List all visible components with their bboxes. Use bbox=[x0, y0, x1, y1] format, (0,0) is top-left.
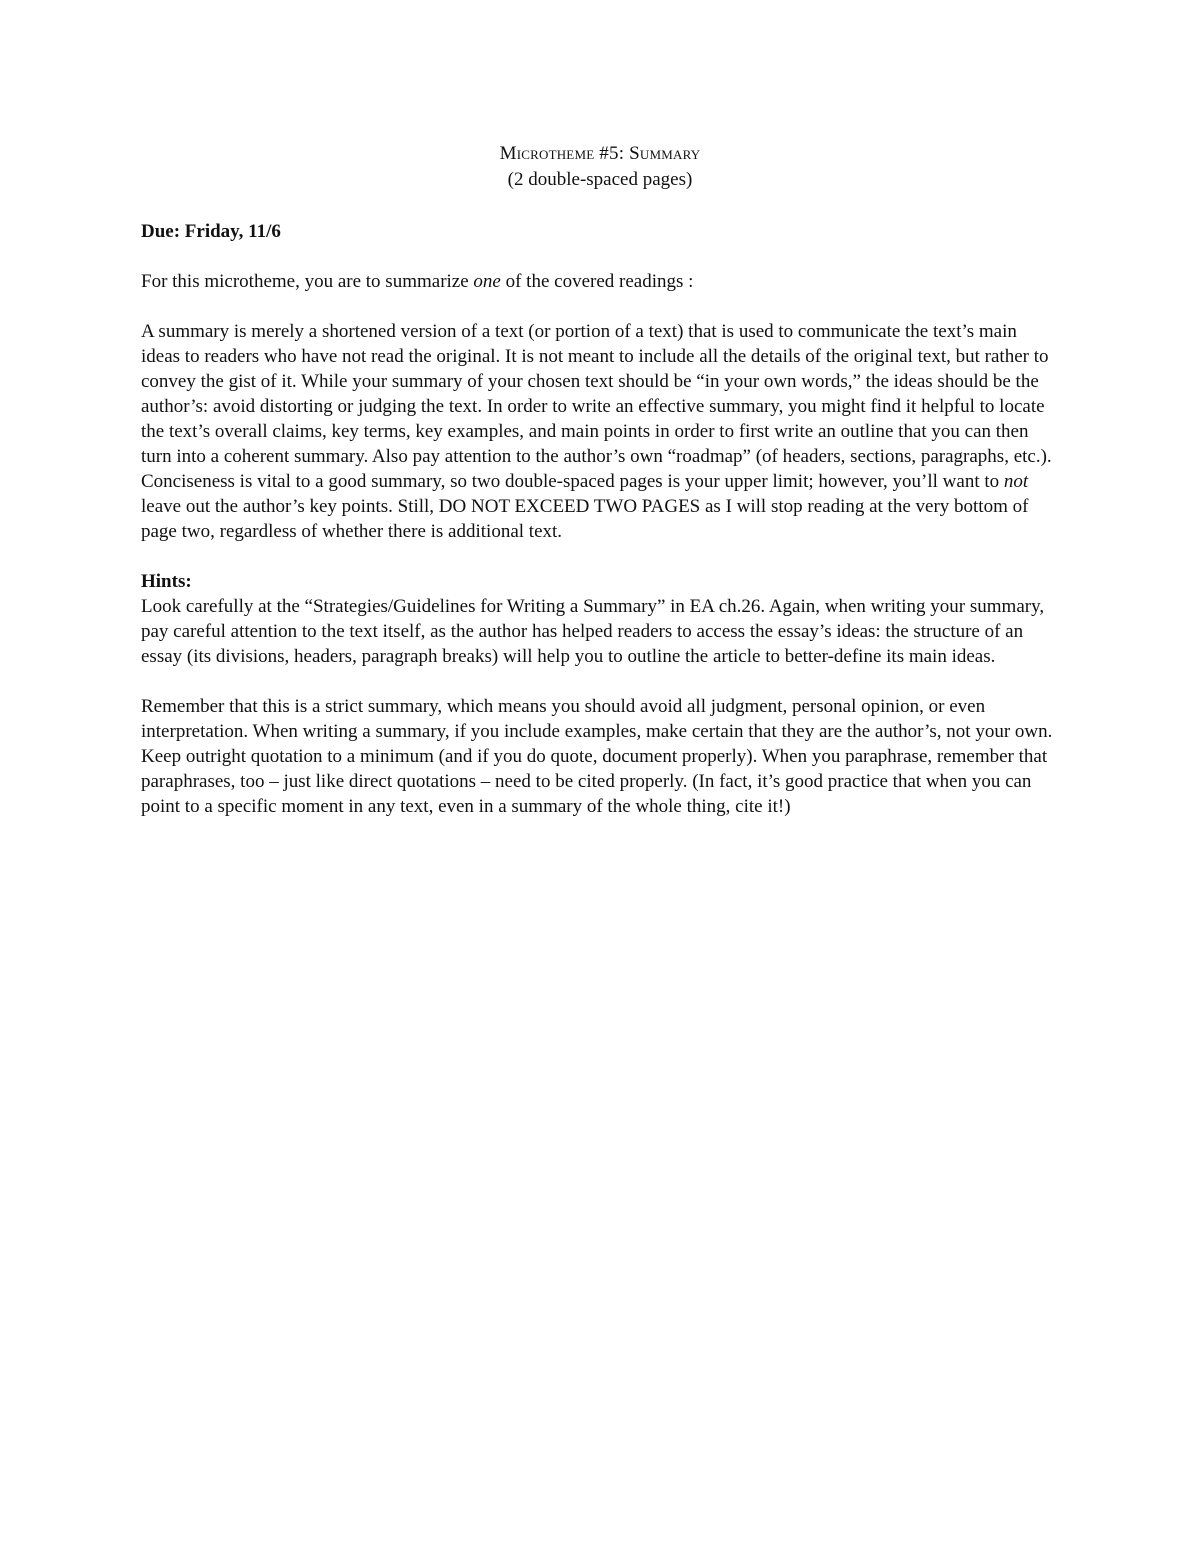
summary-text-before: A summary is merely a shortened version of a text (or portion of a text) that is used to communicate the text’s main ideas to readers who have not read the original. It is not meant to include all the details of the original text, but rather to convey the gist of it. While your summary of your chosen text should be “in your own words,” the ideas should be the author’s: avoid distorting or judging the text. In order to write an effective summary, you might find it helpful to locate the text’s overall claims, key terms, key examples, and main points in order to first write an outline that you can then turn into a coherent summary. Also pay attention to the author’s own “roadmap” (of headers, sections, paragraphs, etc.). Conciseness is vital to a good summary, so two double-spaced pages is your upper limit; however, you’ll want to bbox=[141, 321, 1052, 492]
due-date: Due: Friday, 11/6 bbox=[141, 221, 281, 242]
document-body bbox=[141, 141, 1059, 819]
title-block bbox=[141, 141, 1059, 193]
summary-paragraph bbox=[141, 319, 1059, 544]
summary-text-after: leave out the author’s key points. Still, DO NOT EXCEED TWO PAGES as I will stop reading at the very bottom of page two, regardless of whether there is additional text. bbox=[141, 496, 1029, 542]
title-part-2: Summary bbox=[629, 143, 701, 164]
document-title bbox=[141, 141, 1059, 167]
intro-emphasis: one bbox=[473, 271, 501, 292]
intro-text-after: of the covered readings : bbox=[500, 271, 694, 292]
remember-paragraph: Remember that this is a strict summary, which means you should avoid all judgment, personal opinion, or even interpretation. When writing a summary, if you include examples, make certain that they are the author’s, not your own. Keep outright quotation to a minimum (and if you do quote, document properly). When you paraphrase, remember that paraphrases, too – just like direct quotations – need to be cited properly. (In fact, it’s good practice that when you can point to a specific moment in any text, even in a summary of the whole thing, cite it!) bbox=[141, 696, 1053, 817]
intro-paragraph bbox=[141, 269, 1059, 294]
hints-heading: Hints: bbox=[141, 571, 192, 592]
document-subtitle: (2 double-spaced pages) bbox=[507, 169, 693, 190]
hints-paragraph: Look carefully at the “Strategies/Guidelines for Writing a Summary” in EA ch.26. Again, when writing your summary, pay careful attention to the text itself, as the author has helped readers to access the essay’s ideas: the structure of an essay (its divisions, headers, paragraph breaks) will help you to outline the article to better-define its main ideas. bbox=[141, 596, 1045, 667]
summary-emphasis: not bbox=[1003, 471, 1029, 492]
title-part-1: Microtheme #5: bbox=[499, 143, 630, 164]
intro-text-before: For this microtheme, you are to summarize bbox=[141, 271, 474, 292]
